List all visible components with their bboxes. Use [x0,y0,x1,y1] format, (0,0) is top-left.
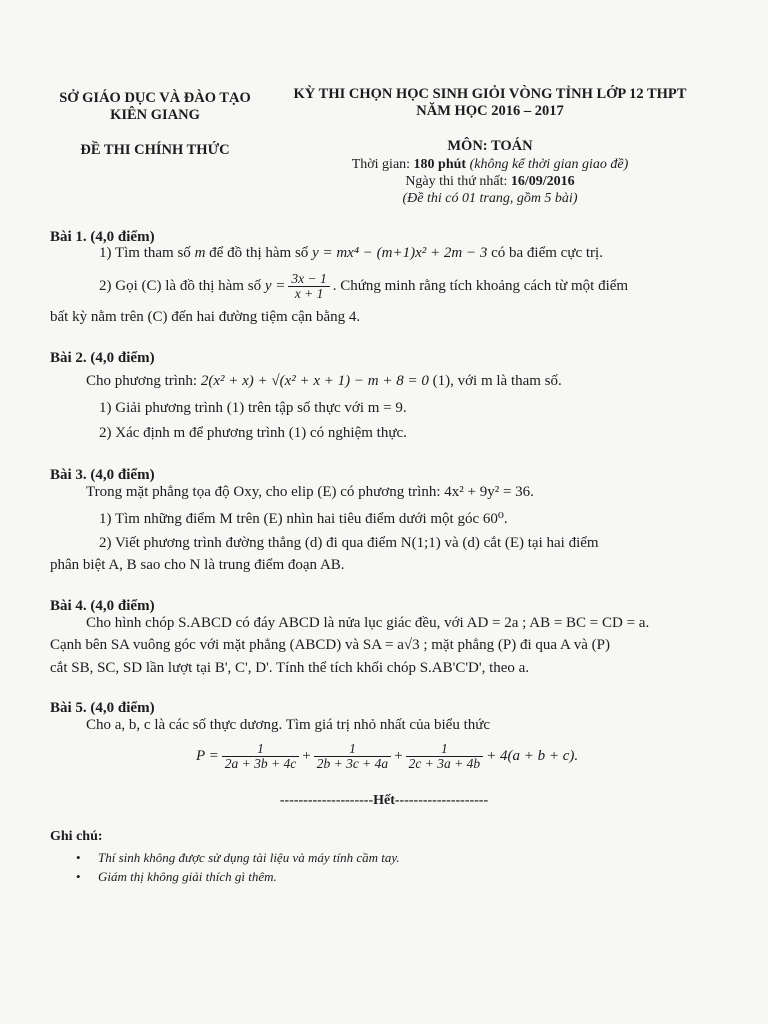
subject-label: MÔN: TOÁN [447,138,533,154]
problem-1-q1 [99,245,603,262]
exam-title-line: KỲ THI CHỌN HỌC SINH GIỎI VÒNG TỈNH LỚP 12 THPT [293,86,687,102]
date-label: Ngày thi thứ nhất: [405,174,511,189]
p5-plus-1: + [302,748,311,764]
p1-q2-prefix: 2) Gọi (C) là đồ thị hàm số [99,278,265,294]
problem-1-q2-line2: bất kỳ nằm trên (C) đến hai đường tiệm cận bằng 4. [50,309,361,325]
exam-title [270,86,710,120]
problem-2-q1: 1) Giải phương trình (1) trên tập số thực với m = 9. [99,400,407,416]
problem-4-line3: cắt SB, SC, SD lần lượt tại B', C', D'. Tính thể tích khối chóp S.AB'C'D', theo a. [50,660,530,676]
problem-4-line2: Cạnh bên SA vuông góc với mặt phẳng (ABCD) và SA = a√3 ; mặt phẳng (P) đi qua A và (P) [50,637,610,653]
problem-4-title: Bài 4. (4,0 điểm) [50,598,155,614]
p5-denominator-2: 2b + 3c + 4a [316,756,389,772]
official-exam-label: ĐỀ THI CHÍNH THỨC [80,142,230,158]
p5-p-label: P = [196,748,219,764]
school-year: NĂM HỌC 2016 – 2017 [416,103,564,119]
problem-5-intro: Cho a, b, c là các số thực dương. Tìm giá trị nhỏ nhất của biểu thức [86,717,491,733]
p1-q2-denominator: x + 1 [294,286,324,302]
p5-numerator-3: 1 [406,742,483,757]
p1-q1-middle: để đồ thị hàm số [205,245,313,261]
notes-title: Ghi chú: [50,829,103,844]
department-line-2: KIÊN GIANG [110,107,200,123]
problem-2-intro [86,373,562,390]
problem-3-q1: 1) Tìm những điểm M trên (E) nhìn hai tiêu điểm dưới một góc 60⁰. [99,511,508,527]
p5-tail: + 4(a + b + c). [486,748,579,764]
p1-q2-fraction [288,272,329,301]
exam-time [270,157,710,173]
p1-q1-suffix: có ba điểm cực trị. [487,245,603,261]
pages-note: (Đề thi có 01 trang, gồm 5 bài) [402,191,578,206]
date-value: 16/09/2016 [510,174,575,189]
time-label: Thời gian: [351,157,414,172]
exam-date [270,174,710,190]
p5-denominator-1: 2a + 3b + 4c [224,756,297,772]
problem-1-title: Bài 1. (4,0 điểm) [50,229,155,245]
p2-intro-prefix: Cho phương trình: [86,373,201,389]
p1-q1-prefix: 1) Tìm tham số [99,245,195,261]
notes-list [76,848,400,886]
p1-q1-variable: m [194,245,206,261]
problem-5-title: Bài 5. (4,0 điểm) [50,700,155,716]
p2-equation: 2(x² + x) + √(x² + x + 1) − m + 8 = 0 [200,373,429,389]
p5-fraction-1 [222,742,299,771]
problem-2-q2: 2) Xác định m để phương trình (1) có nghiệm thực. [99,425,407,441]
department-name [50,90,260,124]
problem-3-title: Bài 3. (4,0 điểm) [50,467,155,483]
department-line-1: SỞ GIÁO DỤC VÀ ĐÀO TẠO [59,90,251,106]
problem-3-q2-line2: phân biệt A, B sao cho N là trung điểm đoạn AB. [50,557,345,573]
problem-3-intro: Trong mặt phẳng tọa độ Oxy, cho elip (E) có phương trình: 4x² + 9y² = 36. [86,484,534,500]
p1-q1-function: y = mx⁴ − (m+1)x² + 2m − 3 [312,245,488,261]
p5-numerator-2: 1 [314,742,391,757]
time-value: 180 phút [413,157,467,172]
p5-plus-2: + [394,748,403,764]
p5-numerator-1: 1 [222,742,299,757]
problem-2-title: Bài 2. (4,0 điểm) [50,350,155,366]
problem-3-q2: 2) Viết phương trình đường thẳng (d) đi qua điểm N(1;1) và (d) cắt (E) tại hai điểm [99,535,599,551]
p5-fraction-2 [314,742,391,771]
p5-fraction-3 [406,742,483,771]
time-note: (không kể thời gian giao đề) [466,157,629,172]
problem-5-expression [196,737,578,775]
p5-denominator-3: 2c + 3a + 4b [408,756,481,772]
p1-q2-numerator: 3x − 1 [288,272,329,287]
note-item: • Giám thị không giải thích gì thêm. [76,867,400,886]
p2-intro-suffix: (1), với m là tham số. [428,373,562,389]
problem-1-q2 [99,268,628,304]
p1-q2-suffix: . Chứng minh rằng tích khoảng cách từ một điểm [332,278,629,294]
note-item: • Thí sinh không được sử dụng tài liệu và máy tính cầm tay. [76,848,400,867]
p1-q2-y: y = [264,278,286,294]
problem-4-line1: Cho hình chóp S.ABCD có đáy ABCD là nửa lục giác đều, với AD = 2a ; AB = BC = CD = a. [86,615,650,631]
end-mark: --------------------Hết-------------------- [279,793,489,808]
